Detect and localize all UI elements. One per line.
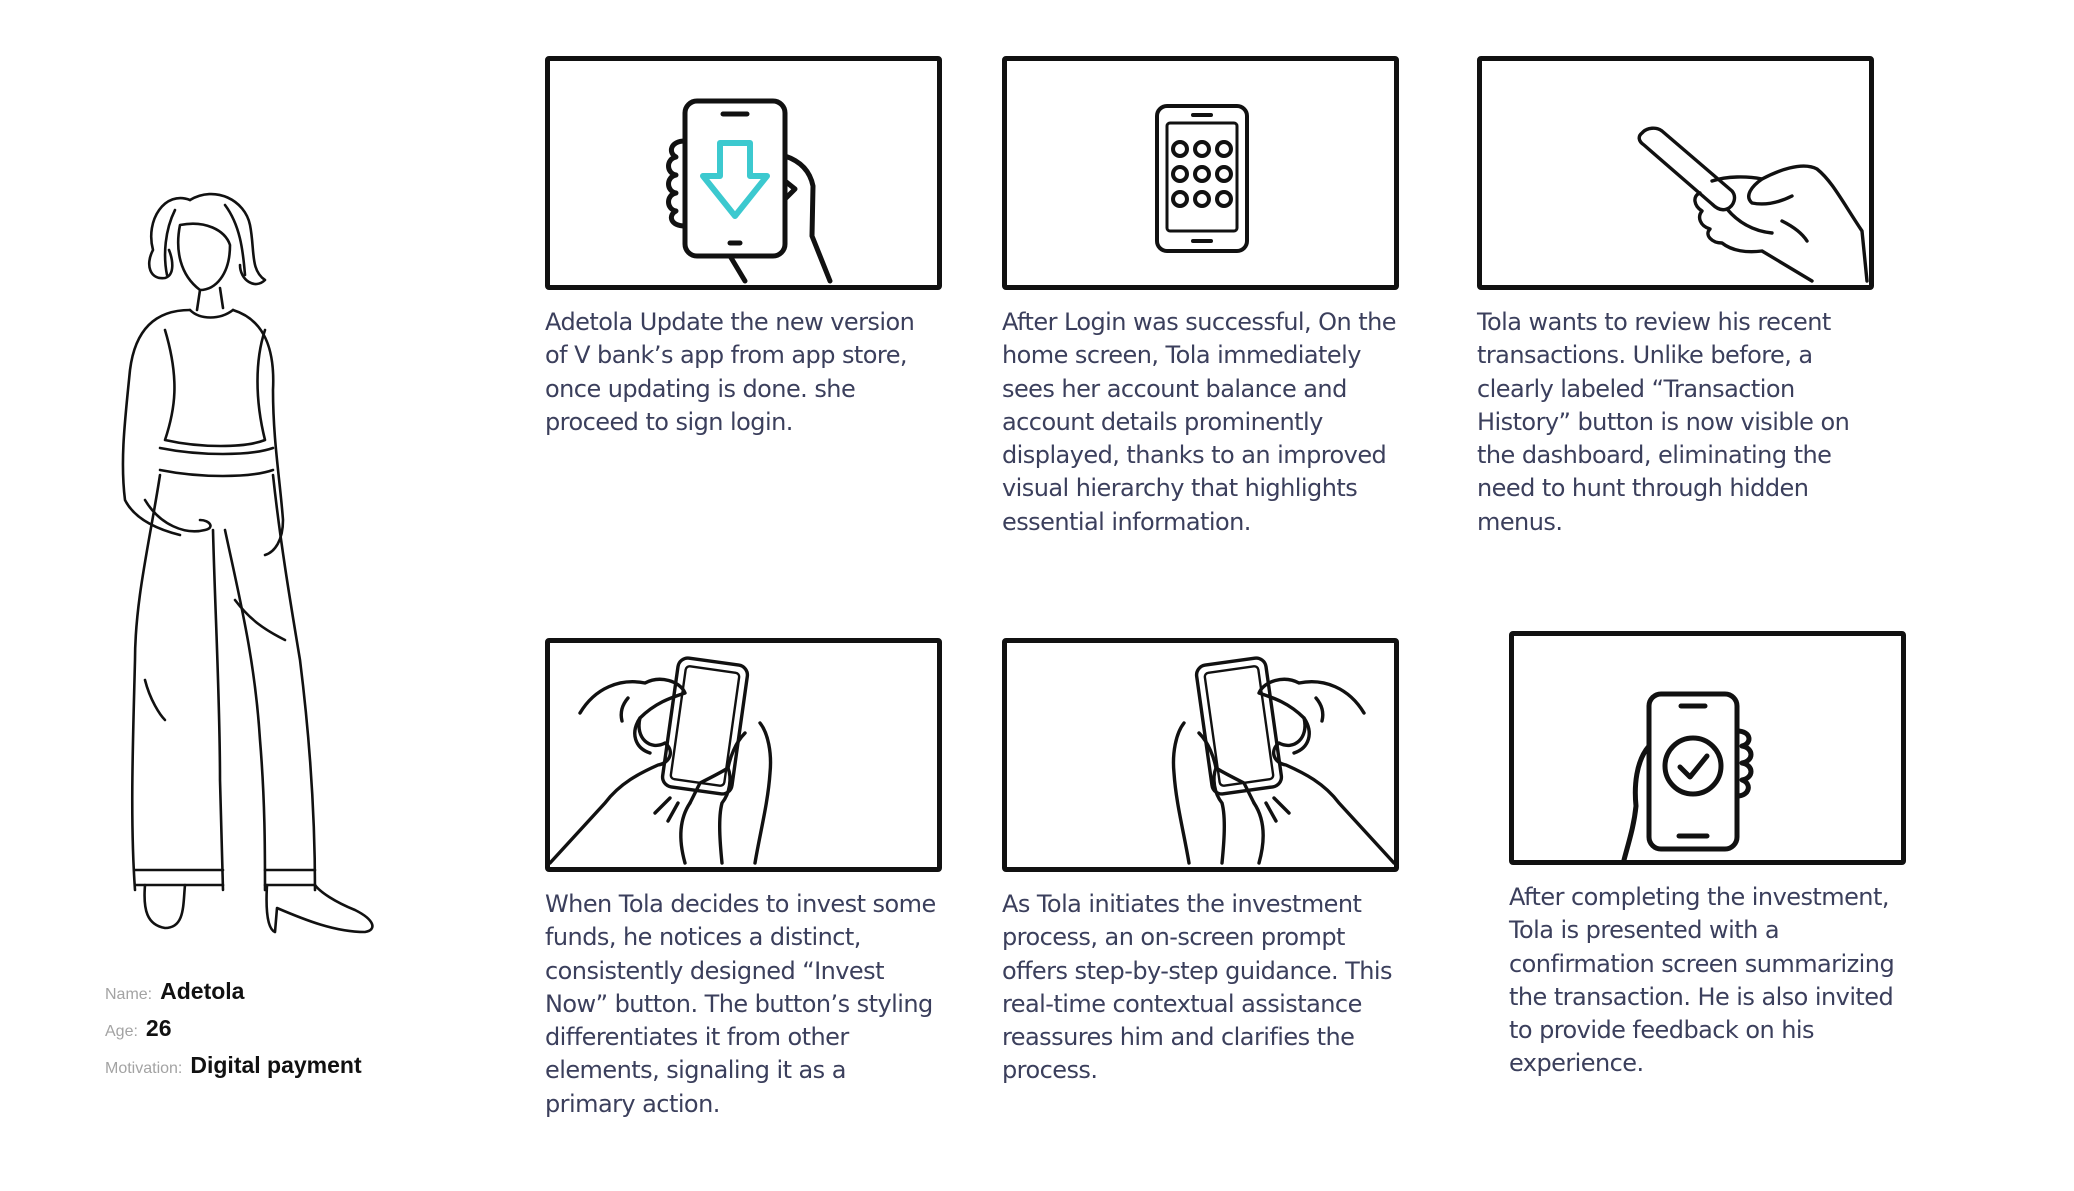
persona-info [105, 978, 362, 1089]
panel-2-caption: After Login was successful, On the home screen, Tola immediately sees her account balance and account details prominently displayed, thanks to an improved visual hierarchy that highlights essential information. [1002, 308, 1396, 536]
panel-5-caption: As Tola initiates the investment process, an on-screen prompt offers step-by-step guidance. This real-time contextual assistance reassures him and clarifies the process. [1002, 890, 1392, 1085]
phone-keypad-icon [1007, 61, 1394, 285]
hand-tapping-phone-icon [1482, 61, 1869, 285]
storyboard-panel-2 [1002, 56, 1399, 539]
age-label: Age: [105, 1023, 138, 1040]
persona-age-row [105, 1015, 362, 1052]
storyboard-panel-1 [545, 56, 942, 439]
storyboard-panel-4 [545, 638, 942, 1121]
motivation-label: Motivation: [105, 1060, 183, 1077]
persona-motivation-row [105, 1052, 362, 1089]
persona-name: Adetola [160, 978, 245, 1004]
panel-5-frame [1002, 638, 1399, 872]
persona-illustration [105, 180, 405, 960]
panel-4-frame [545, 638, 942, 872]
panel-1-caption: Adetola Update the new version of V bank’s app from app store, once updating is done. she proceed to sign login. [545, 308, 915, 436]
panel-1-frame [545, 56, 942, 290]
panel-2-frame [1002, 56, 1399, 290]
two-hands-phone-guidance-icon [1007, 643, 1394, 867]
panel-6-caption: After completing the investment, Tola is presented with a confirmation screen summarizing the transaction. He is also invited to provide feedback on his experience. [1509, 883, 1895, 1078]
name-label: Name: [105, 986, 153, 1003]
panel-3-frame [1477, 56, 1874, 290]
persona-motivation: Digital payment [190, 1052, 362, 1078]
panel-6-frame [1509, 631, 1906, 865]
storyboard-panel-6 [1509, 631, 1906, 1081]
persona-name-row [105, 978, 362, 1015]
storyboard-panel-3 [1477, 56, 1874, 539]
two-hands-phone-icon [550, 643, 937, 867]
storyboard-panel-5 [1002, 638, 1399, 1088]
panel-3-caption: Tola wants to review his recent transactions. Unlike before, a clearly labeled “Transaction History” button is now visible on the dashboard, eliminating the need to hunt through hidden menus. [1477, 308, 1850, 536]
panel-4-caption: When Tola decides to invest some funds, he notices a distinct, consistently designed “Invest Now” button. The button’s styling differentiates it from other elements, signaling it as a primary action. [545, 890, 936, 1118]
persona-age: 26 [145, 1015, 172, 1041]
phone-checkmark-icon [1514, 636, 1901, 860]
phone-download-icon [550, 61, 937, 285]
